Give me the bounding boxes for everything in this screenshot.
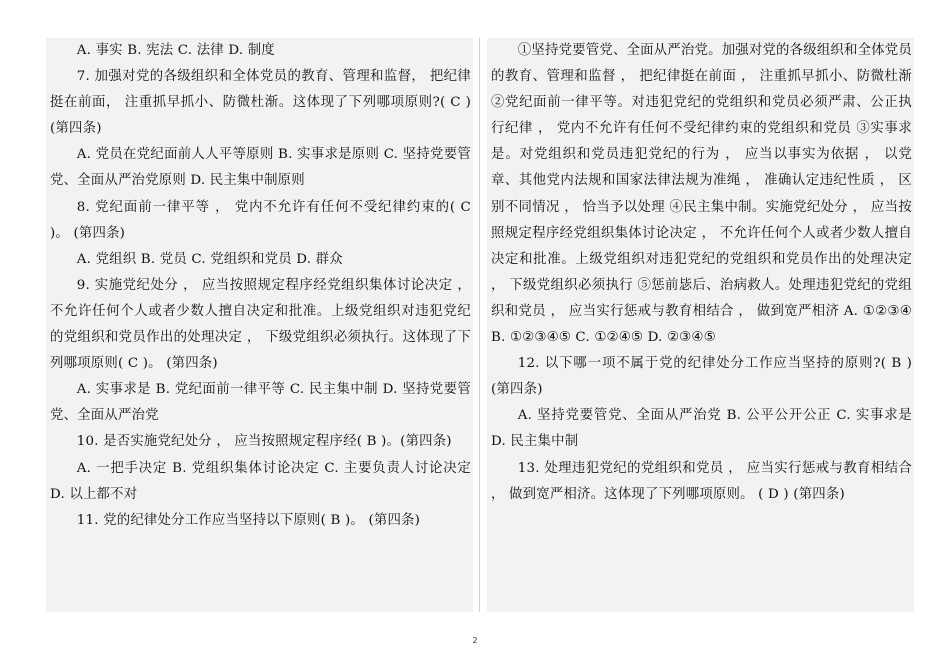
right-column	[487, 38, 914, 612]
left-paragraph: 11. 党的纪律处分工作应当坚持以下原则( B )。 (第四条)	[76, 512, 421, 528]
left-paragraph: 10. 是否实施党纪处分 ， 应当按照规定程序经( B )。(第四条)	[76, 434, 452, 450]
column-divider	[479, 38, 480, 612]
right-paragraph: A. 坚持党要管党、全面从严治党 B. 公平公开公正 C. 实事求是 D. 民主集中制	[491, 408, 912, 450]
left-paragraph: A. 党员在党纪面前人人平等原则 B. 实事求是原则 C. 坚持党要管党、全面从严治党原则 D. 民主集中制原则	[50, 147, 471, 189]
right-paragraph: ①坚持党要管党、全面从严治党。加强对党的各级组织和全体党员的教育、管理和监督 ， 把纪律挺在前面 ， 注重抓早抓小、防微杜渐 ②党纪面前一律平等。对违犯党纪的党组织和党员必须严肃、公正执行纪律 ， 党内不允许有任何不受纪律约束的党组织和党员 ③实事求是。对党组织和党员违犯党纪的行为 ， 应当以事实为依据 ， 以党章、其他党内法规和国家法律法规为准绳 ， 准确认定违纪性质 ， 区别不同情况 ， 恰当予以处理 ④民主集中制。实施党纪处分 ， 应当按照规定程序经党组织集体讨论决定 ， 不允许任何个人或者少数人擅自决定和批准。上级党组织对违犯党纪的党组织和党员作出的处理决定 ， 下级党组织必须执行 ⑤惩前毖后、治病救人。处理违犯党纪的党组织和党员 ， 应当实行惩戒与教育相结合 ， 做到宽严相济 A. ①②③④ B. ①②③④⑤ C. ①②④⑤ D. ②③④⑤	[491, 43, 912, 346]
right-paragraph: 12. 以下哪一项不属于党的纪律处分工作应当坚持的原则?( B ) (第四条)	[491, 356, 912, 398]
left-paragraph: 7. 加强对党的各级组织和全体党员的教育、管理和监督， 把纪律挺在前面， 注重抓早抓小、防微杜渐。这体现了下列哪项原则?( C ) (第四条)	[50, 69, 471, 137]
left-paragraph: A. 事实 B. 宪法 C. 法律 D. 制度	[76, 43, 275, 58]
left-paragraph: 9. 实施党纪处分 ， 应当按照规定程序经党组织集体讨论决定 ， 不允许任何个人或者少数人擅自决定和批准。上级党组织对违犯党纪的党组织和党员作出的处理决定 ， 下级党组织必须执行。这体现了下列哪项原则( C )。 (第四条)	[50, 277, 471, 372]
left-paragraph: A. 党组织 B. 党员 C. 党组织和党员 D. 群众	[76, 251, 343, 267]
right-paragraph: 13. 处理违犯党纪的党组织和党员 ， 应当实行惩戒与教育相结合 ， 做到宽严相济。这体现了下列哪项原则。 ( D ) (第四条)	[491, 460, 912, 502]
left-paragraph: A. 实事求是 B. 党纪面前一律平等 C. 民主集中制 D. 坚持党要管党、全面从严治党	[50, 382, 471, 424]
page-number: 2	[472, 636, 478, 645]
left-paragraph: 8. 党纪面前一律平等 ， 党内不允许有任何不受纪律约束的( C )。 (第四条)	[50, 199, 471, 241]
left-paragraph: A. 一把手决定 B. 党组织集体讨论决定 C. 主要负责人讨论决定 D. 以上都不对	[50, 460, 471, 502]
left-column	[46, 38, 473, 612]
